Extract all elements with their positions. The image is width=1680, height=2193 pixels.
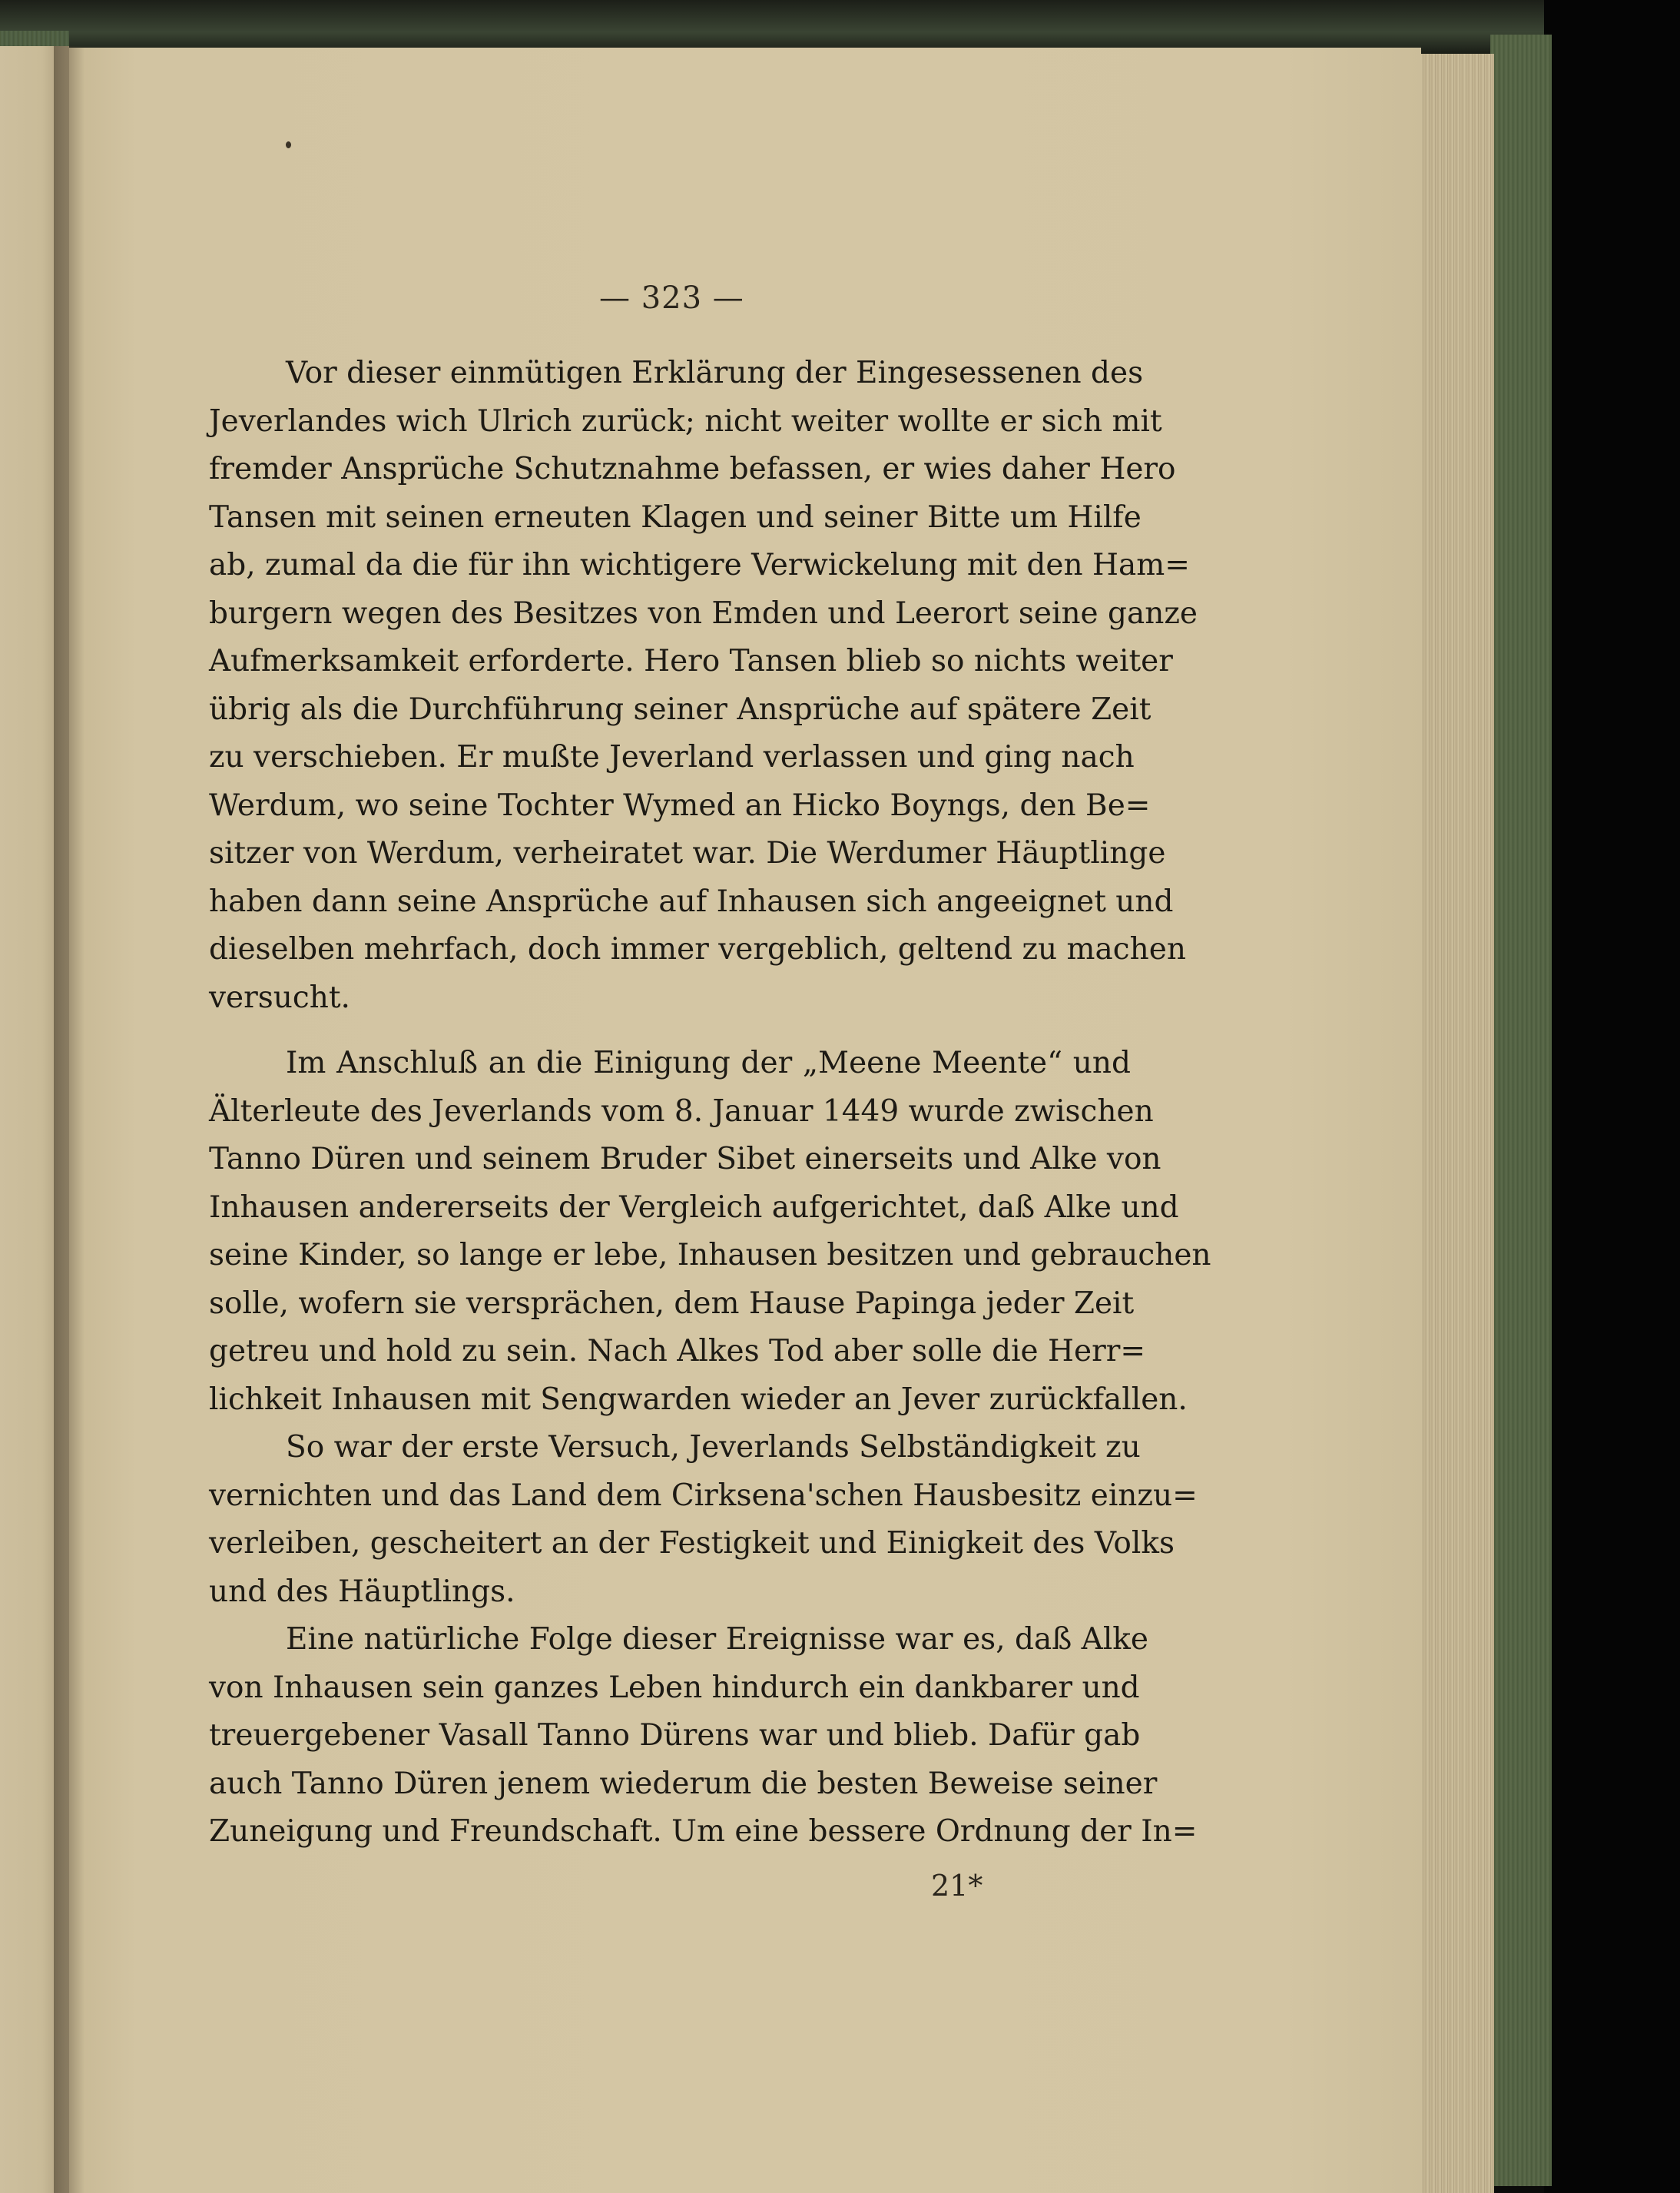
text-line: Eine natürliche Folge dieser Ereignisse war es, daß Alke	[286, 1622, 1149, 1657]
text-line: Tanno Düren und seinem Bruder Sibet einerseits und Alke von	[209, 1142, 1161, 1176]
text-line: treuergebener Vasall Tanno Dürens war und blieb. Dafür gab	[209, 1718, 1141, 1753]
text-line: solle, wofern sie versprächen, dem Hause Papinga jeder Zeit	[209, 1286, 1135, 1321]
text-line: So war der erste Versuch, Jeverlands Selbständigkeit zu	[286, 1430, 1141, 1465]
background-right	[1544, 0, 1680, 2193]
text-line: burgern wegen des Besitzes von Emden und Leerort seine ganze	[209, 596, 1198, 631]
text-line: haben dann seine Ansprüche auf Inhausen sich angeeignet und	[209, 884, 1174, 919]
text-line: vernichten und das Land dem Cirksena'schen Hausbesitz einzu=	[209, 1478, 1198, 1513]
text-line: getreu und hold zu sein. Nach Alkes Tod aber solle die Herr=	[209, 1334, 1146, 1369]
text-line: Aufmerksamkeit erforderte. Hero Tansen blieb so nichts weiter	[209, 644, 1173, 678]
text-line: Älterleute des Jeverlands vom 8. Januar 1449 wurde zwischen	[209, 1093, 1154, 1129]
paragraph-4	[209, 1616, 1198, 1856]
text-line: Zuneigung und Freundschaft. Um eine bessere Ordnung der In=	[209, 1814, 1198, 1849]
text-line: Inhausen andererseits der Vergleich aufgerichtet, daß Alke und	[209, 1189, 1179, 1225]
signature-mark: 21*	[931, 1869, 983, 1903]
page-edges-stack	[1417, 54, 1494, 2193]
text-line: lichkeit Inhausen mit Sengwarden wieder an Jever zurückfallen.	[209, 1382, 1188, 1417]
text-line: ab, zumal da die für ihn wichtigere Verwickelung mit den Ham=	[209, 548, 1190, 582]
right-cloth-cover	[1490, 35, 1552, 2186]
text-line: verleiben, gescheitert an der Festigkeit und Einigkeit des Volks	[209, 1526, 1175, 1561]
text-line: Tansen mit seinen erneuten Klagen und seiner Bitte um Hilfe	[209, 499, 1142, 535]
text-line: von Inhausen sein ganzes Leben hindurch ein dankbarer und	[209, 1670, 1140, 1705]
paper-speck	[286, 141, 291, 148]
paragraph-2	[209, 1040, 1211, 1424]
text-line: Werdum, wo seine Tochter Wymed an Hicko Boyngs, den Be=	[209, 788, 1151, 823]
text-line: Im Anschluß an die Einigung der „Meene Meente“ und	[286, 1046, 1131, 1080]
text-line: Vor dieser einmütigen Erklärung der Eingesessenen des	[286, 356, 1144, 390]
top-binding-strip	[0, 0, 1680, 54]
text-line: seine Kinder, so lange er lebe, Inhausen besitzen und gebrauchen	[209, 1238, 1211, 1272]
paragraph-1	[209, 350, 1198, 1022]
text-line: fremder Ansprüche Schutznahme befassen, er wies daher Hero	[209, 452, 1176, 486]
gutter-shadow	[54, 46, 84, 2193]
text-line: und des Häuptlings.	[209, 1574, 515, 1609]
text-line: dieselben mehrfach, doch immer vergeblich, geltend zu machen	[209, 932, 1186, 967]
page-number: — 323 —	[599, 280, 744, 316]
text-line: auch Tanno Düren jenem wiederum die besten Beweise seiner	[209, 1766, 1158, 1801]
paragraph-3	[209, 1424, 1198, 1616]
text-line: Jeverlandes wich Ulrich zurück; nicht weiter wollte er sich mit	[209, 403, 1162, 439]
text-line: zu verschieben. Er mußte Jeverland verlassen und ging nach	[209, 740, 1135, 775]
text-line: sitzer von Werdum, verheiratet war. Die Werdumer Häuptlinge	[209, 836, 1166, 871]
text-line: versucht.	[209, 980, 350, 1015]
text-line: übrig als die Durchführung seiner Ansprüche auf spätere Zeit	[209, 692, 1151, 727]
